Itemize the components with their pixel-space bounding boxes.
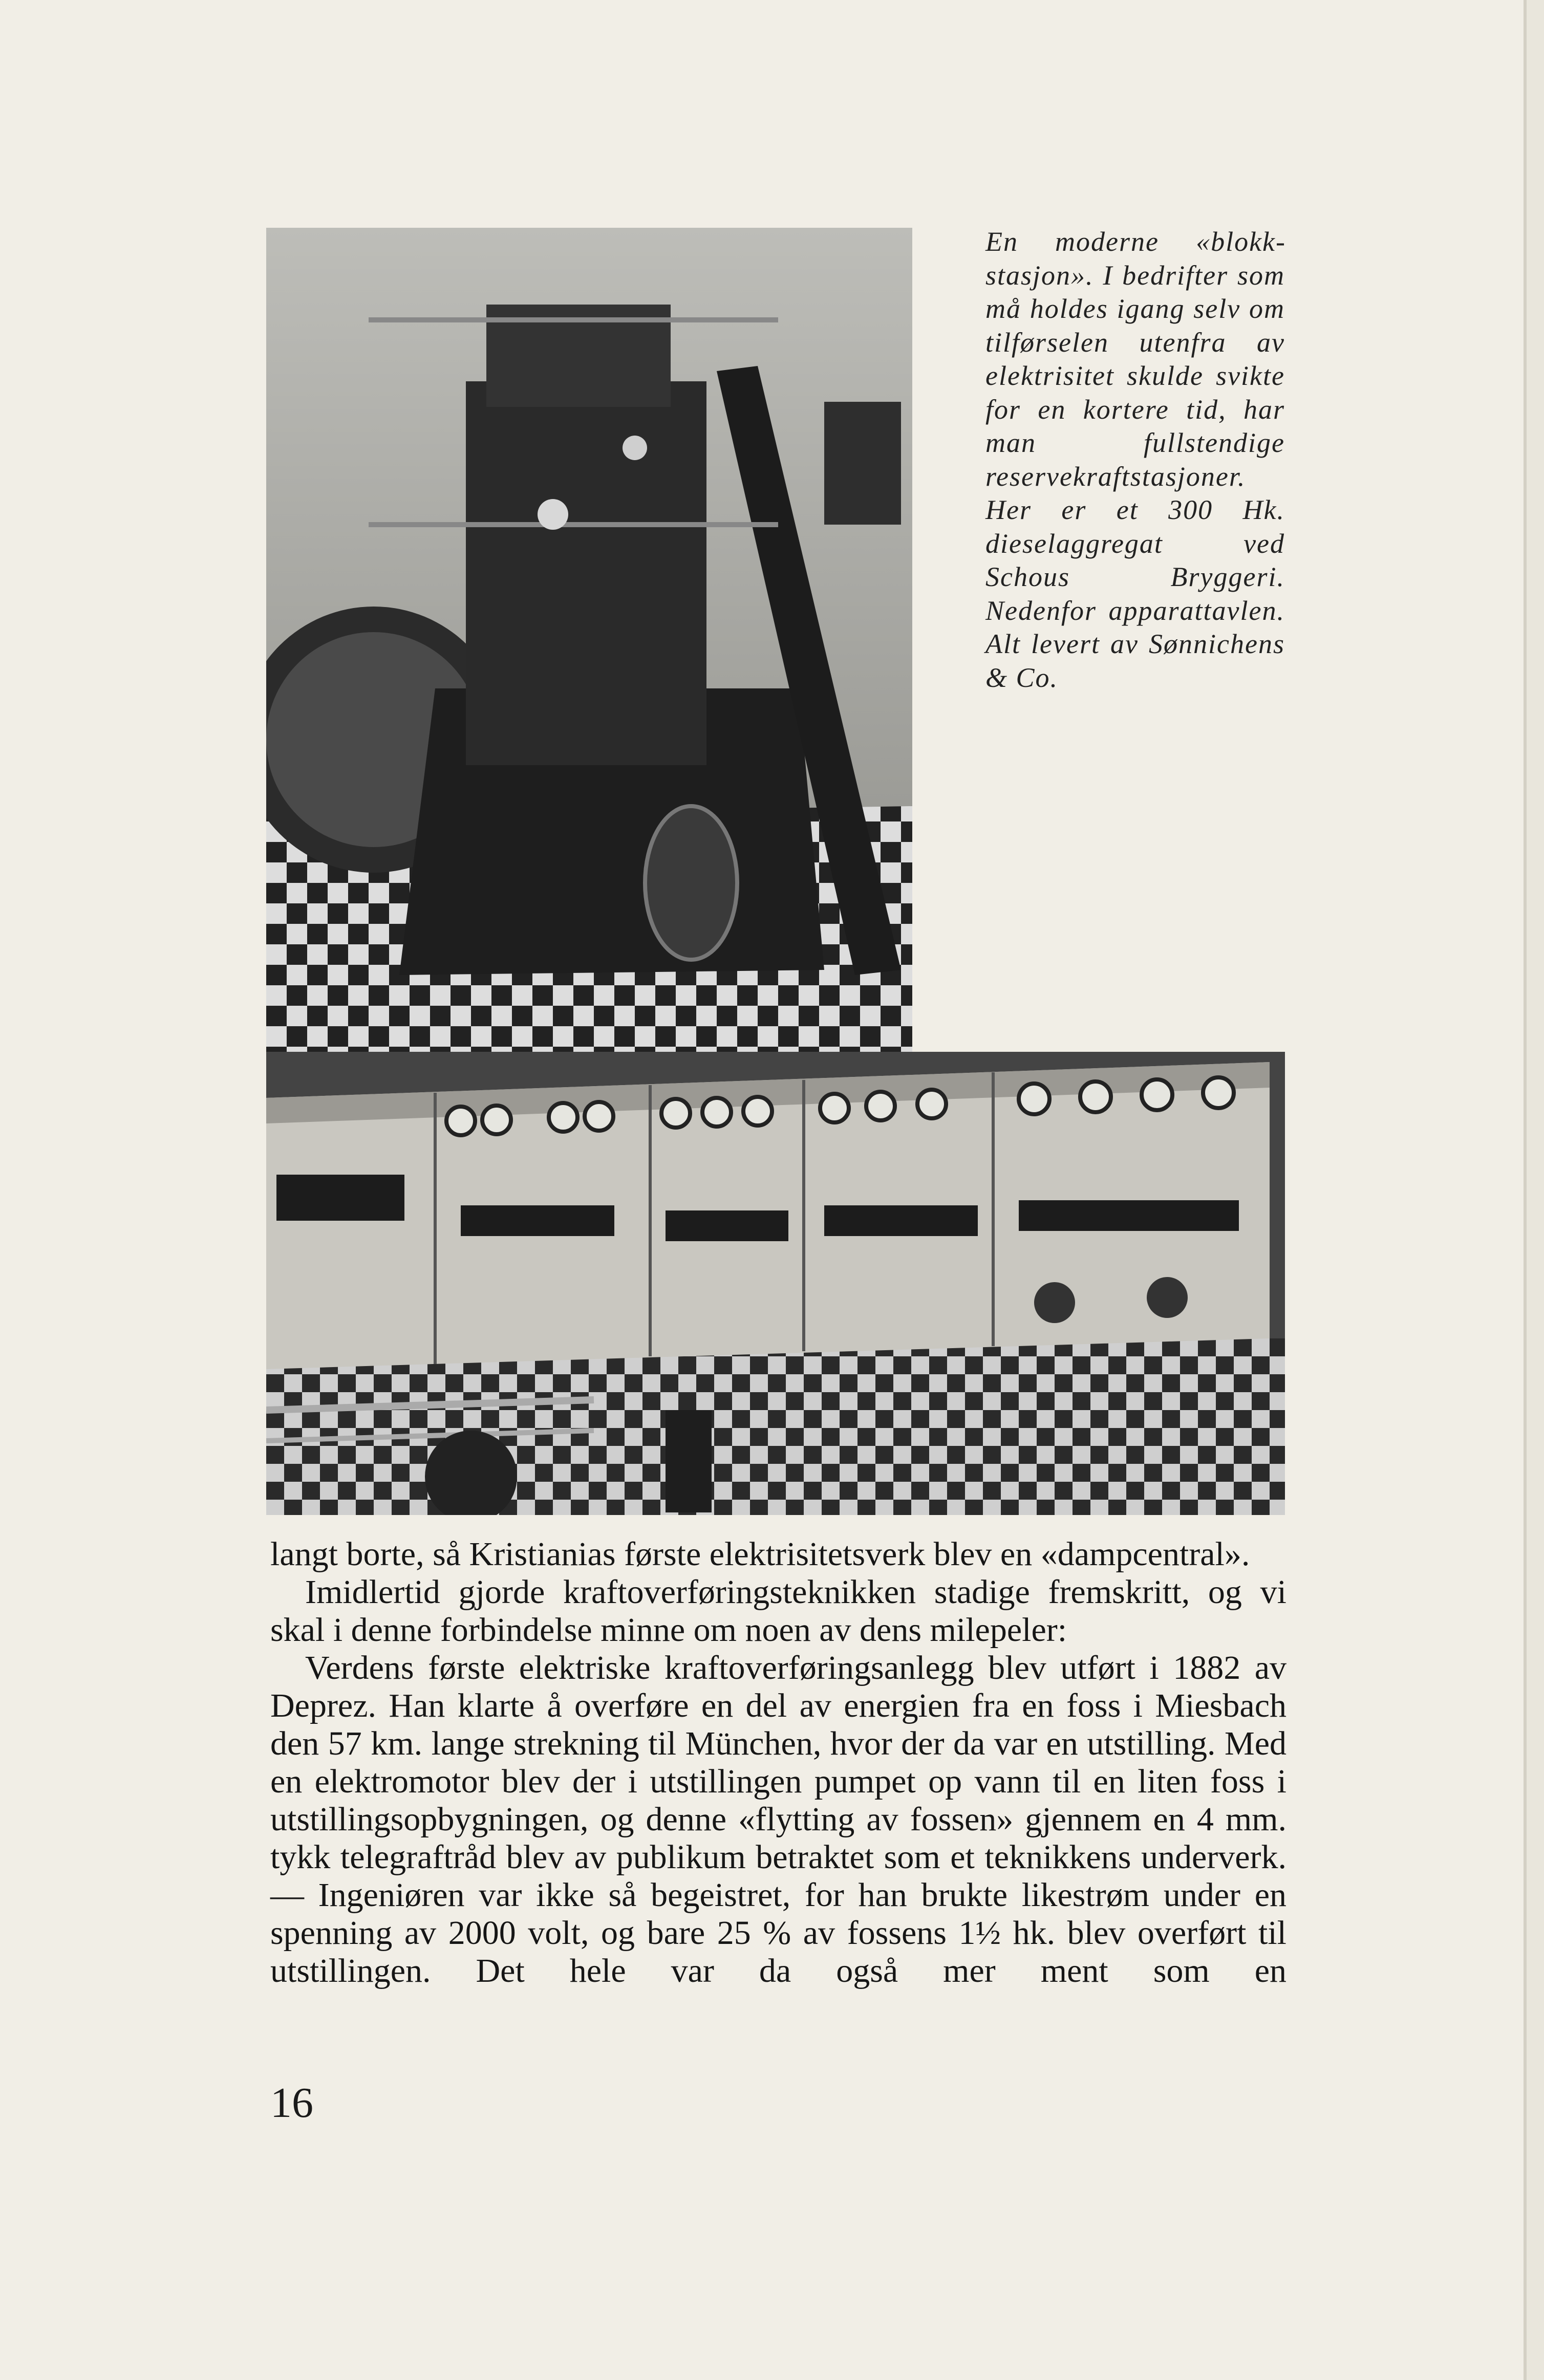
photo-caption: En moderne «blokkstasjon». I bedrifter som må holdes igang selv om tilførselen utenfra av elektrisitet skulde svikte for en kortere tid, har man fullstendige reservekraftstasjoner. Her er et 300 Hk. dieselaggregat ved Schous Bryggeri. Nedenfor apparattavlen. Alt levert av Sønnichens & Co.	[985, 226, 1285, 693]
paragraph: langt borte, så Kristianias første elektrisitetsverk blev en «dampcentral».	[270, 1535, 1250, 1573]
paragraph: Imidlertid gjorde kraftoverføringsteknikken stadige fremskritt, og vi skal i denne forbindelse minne om noen av dens milepeler:	[270, 1573, 1286, 1649]
page-number: 16	[270, 2079, 313, 2127]
body-text	[270, 1535, 1286, 1990]
switchboard-photo	[266, 1052, 1285, 1515]
paragraph: Verdens første elektriske kraftoverføringsanlegg blev utført i 1882 av Deprez. Han klarte å overføre en del av energien fra en foss i Miesbach den 57 km. lange strekning til München, hvor der da var en utstilling. Med en elektromotor blev der i utstillingen pumpet op vann til en liten foss i utstillingsopbygningen, og denne «flytting av fossen» gjennem en 4 mm. tykk telegraftråd blev av publikum betraktet som et teknikkens underverk. — Ingeniøren var ikke så begeistret, for han brukte likestrøm under en spenning av 2000 volt, og bare 25 % av fossens 1½ hk. blev overført til utstillingen. Det hele var da også mer ment som en	[270, 1649, 1286, 1989]
diesel-engine-photo	[266, 228, 912, 1068]
